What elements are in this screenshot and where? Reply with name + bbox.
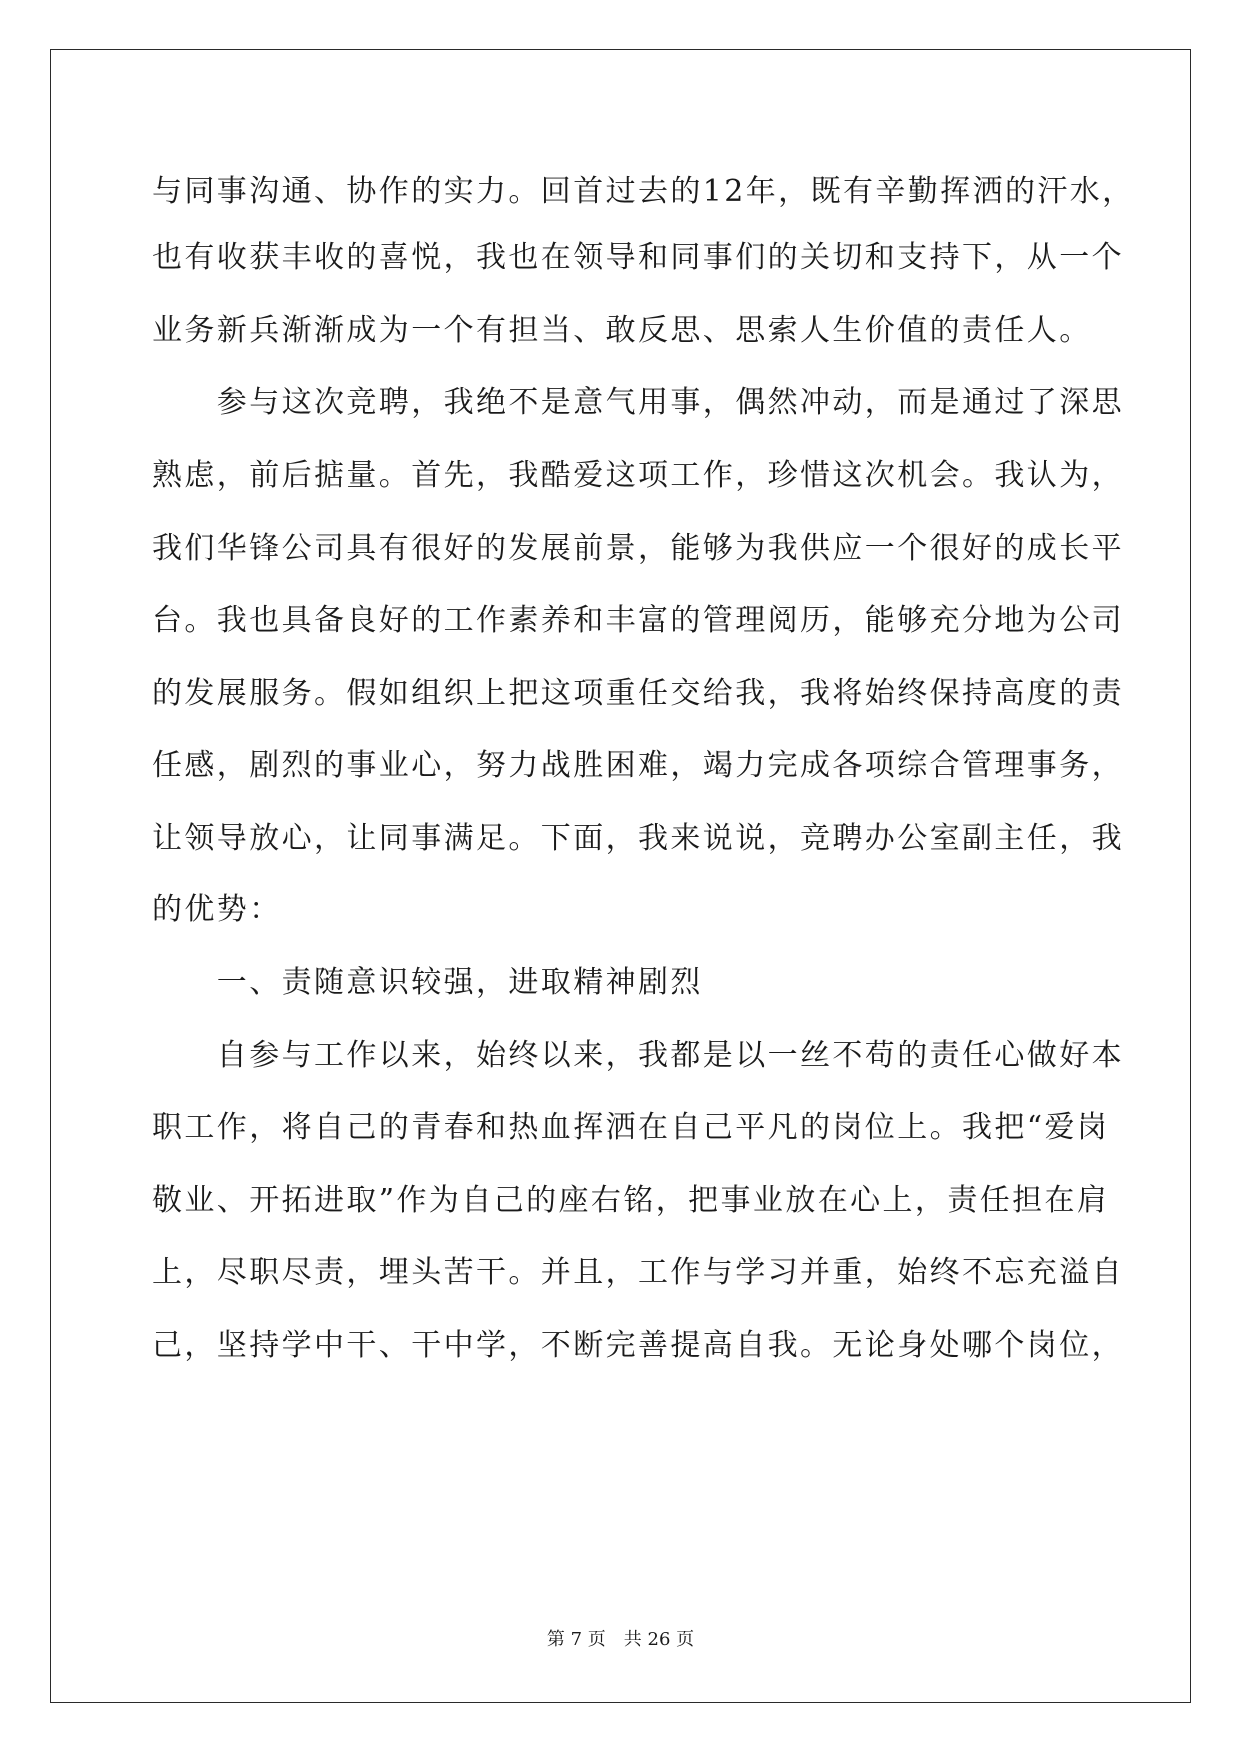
text-line: 上，尽职尽责，埋头苦干。并且，工作与学习并重，始终不忘充溢自 [152, 1255, 1124, 1290]
text-line: 我们华锋公司具有很好的发展前景，能够为我供应一个很好的成长平 [152, 531, 1124, 566]
text-line: 也有收获丰收的喜悦，我也在领导和同事们的关切和支持下，从一个 [152, 240, 1124, 275]
page-footer: 第 7 页 共 26 页 [546, 1629, 695, 1650]
text-line: 自参与工作以来，始终以来，我都是以一丝不苟的责任心做好本 [152, 1038, 1124, 1073]
text-line: 业务新兵渐渐成为一个有担当、敢反思、思索人生价值的责任人。 [152, 313, 1092, 348]
text-line: 己，坚持学中干、干中学，不断完善提高自我。无论身处哪个岗位， [152, 1328, 1124, 1363]
text-line: 熟虑，前后掂量。首先，我酷爱这项工作，珍惜这次机会。我认为， [152, 458, 1124, 493]
text-line: 台。我也具备良好的工作素养和丰富的管理阅历，能够充分地为公司 [152, 603, 1124, 638]
section-heading: 一、责随意识较强，进取精神剧烈 [152, 965, 703, 1000]
text-line: 的发展服务。假如组织上把这项重任交给我，我将始终保持高度的责 [152, 676, 1124, 711]
text-line: 参与这次竞聘，我绝不是意气用事，偶然冲动，而是通过了深思 [152, 385, 1124, 420]
text-line: 任感，剧烈的事业心，努力战胜困难，竭力完成各项综合管理事务， [152, 748, 1124, 783]
text-line: 让领导放心，让同事满足。下面，我来说说，竞聘办公室副主任，我 [152, 821, 1124, 856]
text-line: 与同事沟通、协作的实力。回首过去的12年，既有辛勤挥洒的汗水， [152, 174, 1135, 209]
text-line: 的优势： [152, 892, 282, 927]
page-border [50, 49, 1191, 1703]
text-line: 职工作，将自己的青春和热血挥洒在自己平凡的岗位上。我把“爱岗 [152, 1110, 1110, 1145]
text-line: 敬业、开拓进取”作为自己的座右铭，把事业放在心上，责任担在肩 [152, 1183, 1110, 1218]
